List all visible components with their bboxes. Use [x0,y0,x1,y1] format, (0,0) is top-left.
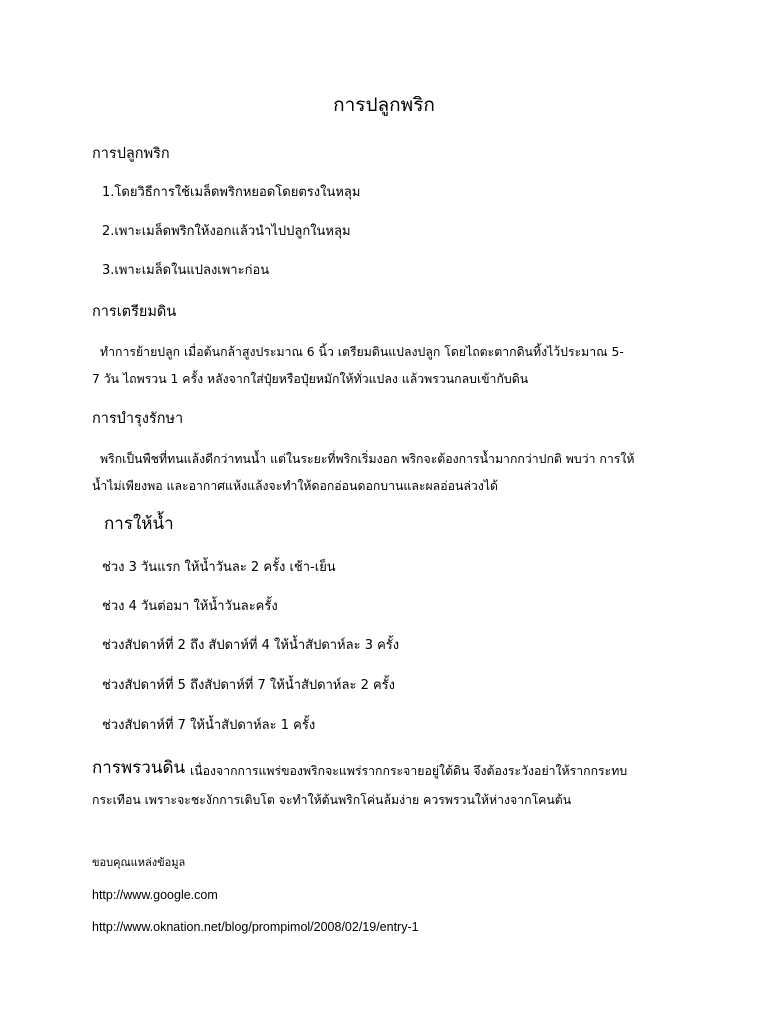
paragraph-line: เนื่องจากการแพร่ของพริกจะแพร่รากกระจายอยู่ใต้ดิน จึงต้องระวังอย่าให้รากกระทบ [190,764,628,778]
list-item: ช่วงสัปดาห์ที่ 5 ถึงสัปดาห์ที่ 7 ให้น้ำสัปดาห์ละ 2 ครั้ง [102,678,396,693]
section-heading-watering: การให้น้ำ [104,514,174,534]
list-item: 1.โดยวิธีการใช้เมล็ดพริกหยอดโดยตรงในหลุม [102,185,361,200]
section-heading-maintenance: การบำรุงรักษา [92,411,184,427]
paragraph-line: น้ำไม่เพียงพอ และอากาศแห้งแล้งจะทำให้ดอกอ่อนดอกบานและผลอ่อนล่วงได้ [92,479,498,493]
section-heading-tilling: การพรวนดิน [92,758,186,778]
list-item: 2.เพาะเมล็ดพริกให้งอกแล้วนำไปปลูกในหลุม [102,224,351,239]
paragraph-line: 7 วัน ไถพรวน 1 ครั้ง หลังจากใส่ปุ๋ยหรือปุ๋ยหมักให้ทั่วแปลง แล้วพรวนกลบเข้ากับดิน [92,372,529,386]
list-item: ช่วง 3 วันแรก ให้น้ำวันละ 2 ครั้ง เช้า-เย็น [102,560,336,575]
list-item: ช่วง 4 วันต่อมา ให้น้ำวันละครั้ง [102,599,278,614]
list-item: ช่วงสัปดาห์ที่ 7 ให้น้ำสัปดาห์ละ 1 ครั้ง [102,718,316,733]
document-title: การปลูกพริก [333,94,435,116]
source-link[interactable]: http://www.google.com [92,888,218,902]
paragraph-line: ทำการย้ายปลูก เมื่อต้นกล้าสูงประมาณ 6 นิ้ว เตรียมดินแปลงปลูก โดยไถตะตากดินทิ้งไว้ประมาณ 5- [100,345,624,359]
list-item: ช่วงสัปดาห์ที่ 2 ถึง สัปดาห์ที่ 4 ให้น้ำสัปดาห์ละ 3 ครั้ง [102,638,400,653]
section-heading-soil-prep: การเตรียมดิน [92,304,177,320]
source-link[interactable]: http://www.oknation.net/blog/prompimol/2008/02/19/entry-1 [92,920,419,934]
list-item: 3.เพาะเมล็ดในแปลงเพาะก่อน [102,263,270,278]
sources-heading: ขอบคุณแหล่งข้อมูล [92,856,186,869]
section-heading-planting: การปลูกพริก [92,146,170,162]
paragraph-line: กระเทือน เพราะจะชะงักการเติบโต จะทำให้ต้นพริกโค่นล้มง่าย ควรพรวนให้ห่างจากโคนต้น [92,793,572,807]
paragraph-line: พริกเป็นพืชที่ทนแล้งดีกว่าทนน้ำ แต่ในระยะที่พริกเริ่มงอก พริกจะต้องการน้ำมากกว่าปกติ พบว่า การให้ [100,452,635,466]
